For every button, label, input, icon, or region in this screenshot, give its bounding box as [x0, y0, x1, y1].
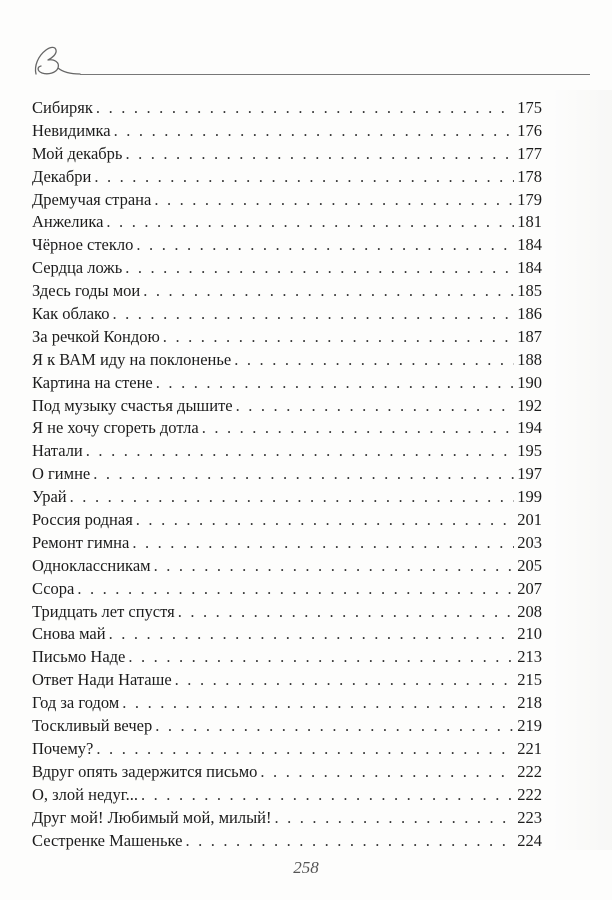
toc-entry — [32, 166, 542, 189]
toc-entry-title: Чёрное стекло — [32, 235, 134, 255]
toc-entry-title: Я не хочу сгореть дотла — [32, 418, 199, 438]
toc-entry — [32, 234, 542, 257]
dot-leader — [77, 578, 514, 601]
toc-entry-page: 222 — [517, 784, 542, 804]
header-ornament — [28, 40, 590, 80]
toc-entry-page: 224 — [517, 830, 542, 850]
toc-entry-title: Ответ Нади Наташе — [32, 670, 172, 690]
toc-entry-title: Под музыку счастья дышите — [32, 395, 233, 415]
dot-leader — [175, 669, 515, 692]
toc-entry-title: Письмо Наде — [32, 647, 126, 667]
toc-entry-page: 195 — [517, 441, 542, 461]
toc-entry-title: Ремонт гимна — [32, 532, 130, 552]
toc-entry-title: Сердца ложь — [32, 258, 123, 278]
toc-entry-page: 175 — [517, 98, 542, 117]
toc-entry-page: 197 — [517, 464, 542, 484]
toc-entry — [32, 257, 542, 280]
toc-entry-title: Анжелика — [32, 212, 104, 232]
toc-entry-page: 221 — [517, 738, 542, 758]
dot-leader — [94, 166, 514, 189]
toc-entry-page: 190 — [517, 372, 542, 392]
toc-entry — [32, 463, 542, 486]
toc-entry-page: 208 — [517, 601, 542, 621]
toc-entry — [32, 761, 542, 784]
toc-entry-title: Почему? — [32, 738, 94, 758]
dot-leader — [122, 692, 514, 715]
toc-entry — [32, 120, 542, 143]
toc-entry — [32, 555, 542, 578]
toc-entry-title: Натали — [32, 441, 83, 461]
toc-entry-title: Невидимка — [32, 120, 111, 140]
toc-entry-page: 179 — [517, 189, 542, 209]
toc-entry — [32, 395, 542, 418]
dot-leader — [86, 440, 514, 463]
dot-leader — [106, 211, 514, 234]
toc-entry — [32, 326, 542, 349]
toc-entry — [32, 646, 542, 669]
toc-entry-title: Декабри — [32, 166, 92, 186]
dot-leader — [112, 303, 514, 326]
toc-entry-page: 192 — [517, 395, 542, 415]
bleed-through-shading — [552, 90, 612, 850]
dot-leader — [178, 601, 515, 624]
toc-entry-page: 213 — [517, 647, 542, 667]
dot-leader — [185, 830, 514, 853]
toc-entry-page: 184 — [517, 235, 542, 255]
toc-entry — [32, 578, 542, 601]
toc-entry-title: Картина на стене — [32, 372, 153, 392]
toc-entry — [32, 601, 542, 624]
toc-entry-title: Здесь годы мои — [32, 281, 141, 301]
toc-entry-page: 219 — [517, 716, 542, 736]
toc-entry-title: Урай — [32, 487, 67, 507]
toc-entry-title: За речкой Кондою — [32, 326, 160, 346]
toc-entry-page: 222 — [517, 761, 542, 781]
toc-entry — [32, 486, 542, 509]
dot-leader — [260, 761, 514, 784]
toc-entry-title: Год за годом — [32, 693, 120, 713]
toc-entry-page: 185 — [517, 281, 542, 301]
toc-entry-title: Ссора — [32, 578, 75, 598]
toc-entry-title: Как облако — [32, 304, 110, 324]
toc-entry — [32, 623, 542, 646]
dot-leader — [70, 486, 515, 509]
dot-leader — [202, 417, 515, 440]
toc-entry-title: Снова май — [32, 624, 106, 644]
toc-entry — [32, 532, 542, 555]
toc-entry-title: Вдруг опять задержится письмо — [32, 761, 258, 781]
toc-entry — [32, 669, 542, 692]
flourish-icon — [28, 40, 88, 80]
toc-entry — [32, 211, 542, 234]
toc-entry-page: 199 — [517, 487, 542, 507]
dot-leader — [274, 807, 514, 830]
toc-entry-page: 201 — [517, 510, 542, 530]
dot-leader — [93, 463, 514, 486]
page-number: 258 — [293, 858, 319, 877]
toc-entry-page: 223 — [517, 807, 542, 827]
dot-leader — [236, 395, 515, 418]
toc-entry — [32, 830, 542, 853]
toc-entry — [32, 807, 542, 830]
toc-entry-page: 187 — [517, 326, 542, 346]
toc-entry-title: Дремучая страна — [32, 189, 152, 209]
toc-entry — [32, 349, 542, 372]
dot-leader — [141, 784, 514, 807]
toc-entry-title: Сибиряк — [32, 98, 93, 117]
toc-entry-title: О, злой недуг... — [32, 784, 138, 804]
dot-leader — [143, 280, 514, 303]
toc-entry-title: Россия родная — [32, 510, 133, 530]
dot-leader — [132, 532, 514, 555]
toc-entry — [32, 440, 542, 463]
toc-entry — [32, 784, 542, 807]
dot-leader — [96, 97, 514, 120]
toc-entry-title: Друг мой! Любимый мой, милый! — [32, 807, 272, 827]
toc-entry-page: 176 — [517, 120, 542, 140]
toc-entry-title: Тридцать лет спустя — [32, 601, 175, 621]
dot-leader — [234, 349, 514, 372]
toc-entry — [32, 692, 542, 715]
toc-entry — [32, 509, 542, 532]
dot-leader — [125, 143, 514, 166]
dot-leader — [163, 326, 514, 349]
dot-leader — [155, 715, 514, 738]
toc-entry-page: 205 — [517, 555, 542, 575]
toc-entry-page: 178 — [517, 166, 542, 186]
toc-entry — [32, 372, 542, 395]
toc-entry-title: Я к ВАМ иду на поклоненье — [32, 349, 232, 369]
toc-entry-page: 186 — [517, 304, 542, 324]
toc-entry-title: Сестренке Машеньке — [32, 830, 183, 850]
toc-entry-page: 177 — [517, 143, 542, 163]
toc-entry-title: Мой декабрь — [32, 143, 123, 163]
dot-leader — [136, 509, 514, 532]
toc-entry-page: 203 — [517, 532, 542, 552]
dot-leader — [128, 646, 514, 669]
dot-leader — [156, 372, 514, 395]
dot-leader — [136, 234, 514, 257]
toc-entry-page: 210 — [517, 624, 542, 644]
dot-leader — [154, 555, 515, 578]
toc-entry-title: Тоскливый вечер — [32, 716, 153, 736]
toc-entry-page: 181 — [517, 212, 542, 232]
toc-entry — [32, 417, 542, 440]
toc-entry-page: 215 — [517, 670, 542, 690]
dot-leader — [96, 738, 514, 761]
toc-entry-title: Одноклассникам — [32, 555, 151, 575]
toc-entry — [32, 189, 542, 212]
toc-entry-page: 207 — [517, 578, 542, 598]
toc-entry-page: 194 — [517, 418, 542, 438]
toc-entry — [32, 303, 542, 326]
dot-leader — [154, 189, 514, 212]
dot-leader — [114, 120, 515, 143]
toc-entry-page: 218 — [517, 693, 542, 713]
toc-entry-page: 184 — [517, 258, 542, 278]
dot-leader — [125, 257, 514, 280]
toc-entry — [32, 738, 542, 761]
toc-entry-page: 188 — [517, 349, 542, 369]
toc-entry — [32, 715, 542, 738]
toc-entry — [32, 97, 542, 120]
header-rule — [80, 74, 590, 75]
toc-entry — [32, 280, 542, 303]
table-of-contents — [32, 97, 542, 852]
toc-entry — [32, 143, 542, 166]
dot-leader — [109, 623, 515, 646]
toc-entry-title: О гимне — [32, 464, 91, 484]
